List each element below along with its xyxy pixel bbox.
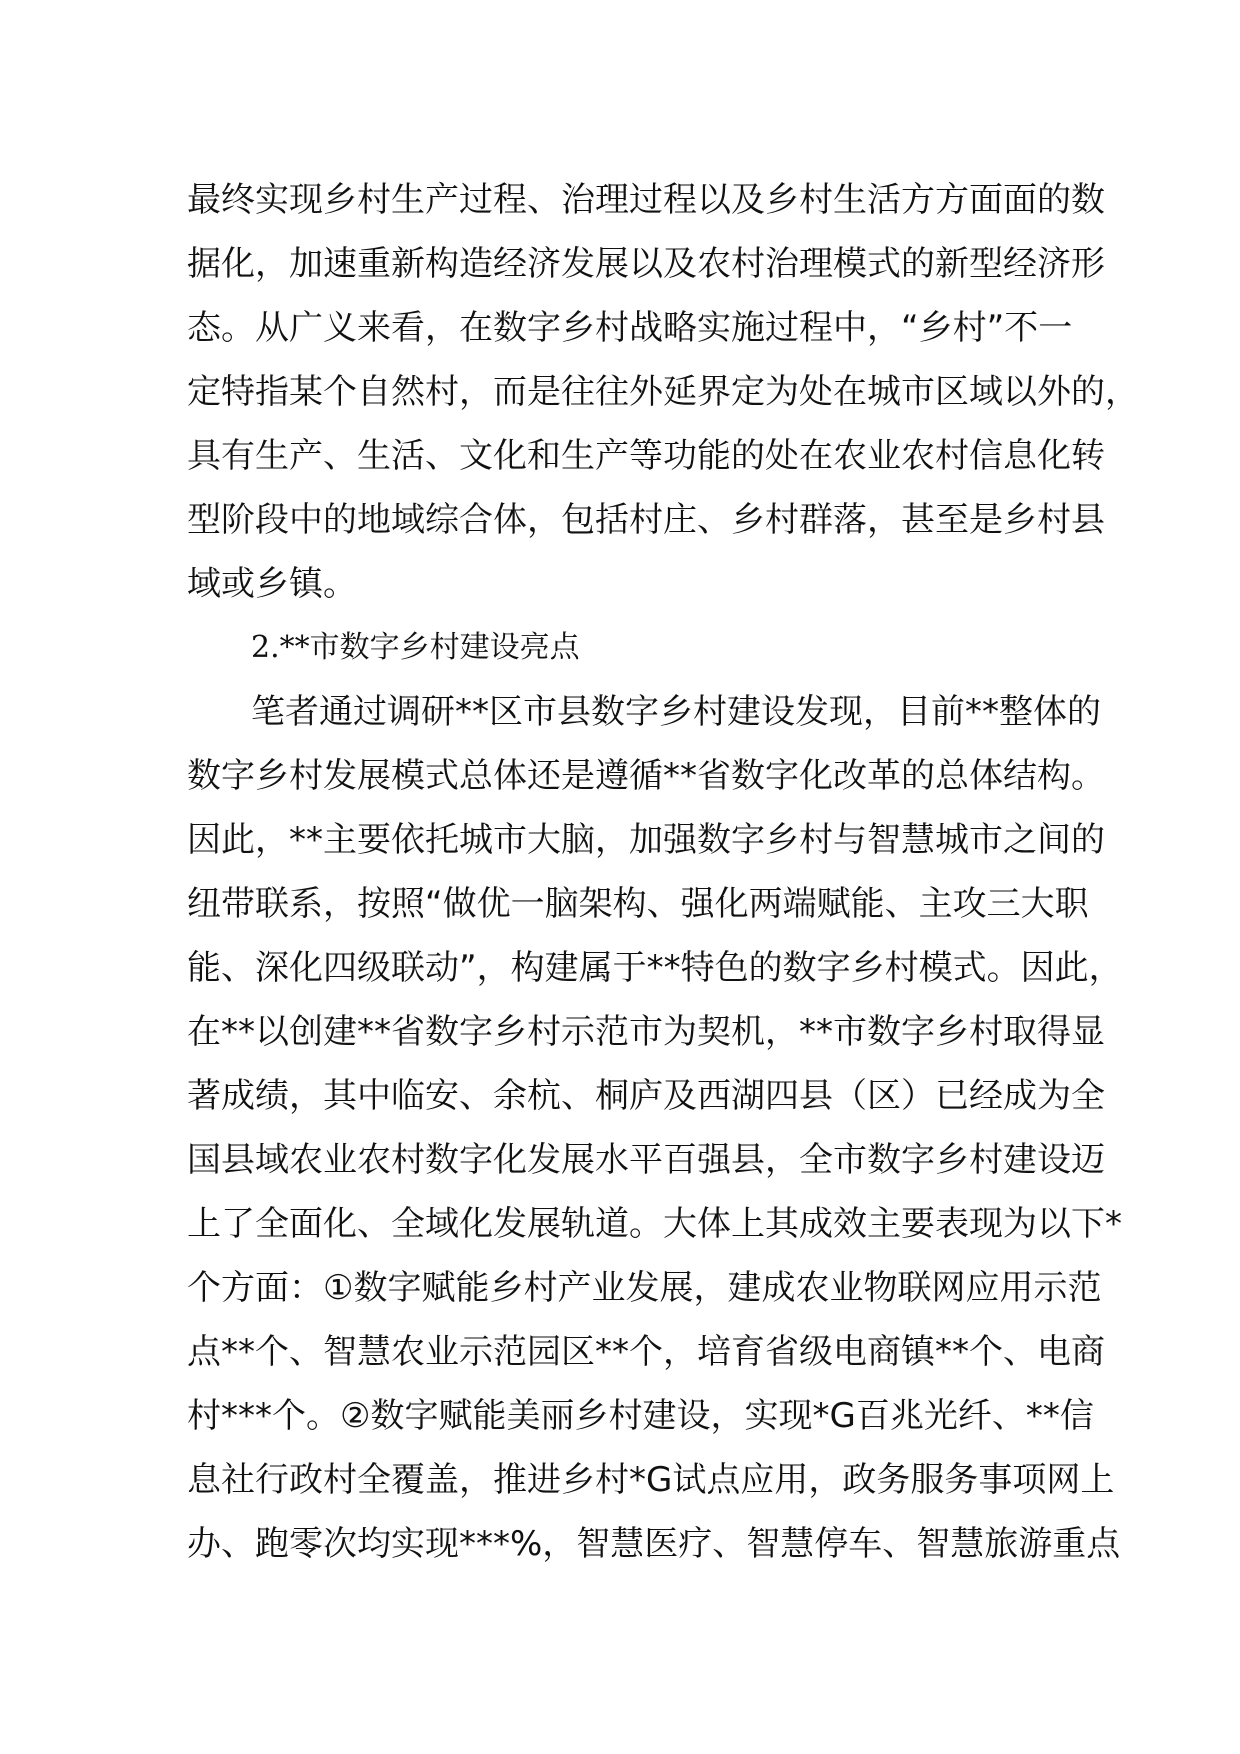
section-heading: 2.**市数字乡村建设亮点 — [251, 630, 580, 665]
text-line: 态。从广义来看，在数字乡村战略实施过程中，“乡村”不一 — [187, 308, 1073, 348]
text-line: 息社行政村全覆盖，推进乡村*G试点应用，政务服务事项网上 — [187, 1460, 1115, 1500]
text-line: 最终实现乡村生产过程、治理过程以及乡村生活方方面面的数 — [187, 180, 1105, 220]
text-line: 定特指某个自然村，而是往往外延界定为处在城市区域以外的， — [187, 372, 1139, 412]
text-line: 具有生产、生活、文化和生产等功能的处在农业农村信息化转 — [187, 436, 1105, 476]
text-line: 点**个、智慧农业示范园区**个，培育省级电商镇**个、电商 — [187, 1332, 1105, 1372]
document-body — [187, 168, 1139, 1576]
text-line: 笔者通过调研**区市县数字乡村建设发现，目前**整体的 — [251, 692, 1101, 732]
text-line: 办、跑零次均实现***%，智慧医疗、智慧停车、智慧旅游重点 — [187, 1524, 1121, 1564]
text-line: 型阶段中的地域综合体，包括村庄、乡村群落，甚至是乡村县 — [187, 500, 1105, 540]
text-line: 能、深化四级联动”，构建属于**特色的数字乡村模式。因此， — [187, 948, 1123, 988]
text-line: 纽带联系，按照“做优一脑架构、强化两端赋能、主攻三大职 — [187, 884, 1089, 924]
text-line: 数字乡村发展模式总体还是遵循**省数字化改革的总体结构。 — [187, 756, 1105, 796]
text-line: 国县域农业农村数字化发展水平百强县，全市数字乡村建设迈 — [187, 1140, 1105, 1180]
text-line: 上了全面化、全域化发展轨道。大体上其成效主要表现为以下* — [187, 1204, 1122, 1244]
text-line: 村***个。②数字赋能美丽乡村建设，实现*G百兆光纤、**信 — [187, 1396, 1094, 1436]
text-line: 个方面：①数字赋能乡村产业发展，建成农业物联网应用示范 — [187, 1268, 1102, 1308]
text-line: 据化，加速重新构造经济发展以及农村治理模式的新型经济形 — [187, 244, 1105, 284]
text-line: 域或乡镇。 — [187, 564, 357, 604]
text-line: 著成绩，其中临安、余杭、桐庐及西湖四县（区）已经成为全 — [187, 1076, 1105, 1116]
text-line: 在**以创建**省数字乡村示范市为契机，**市数字乡村取得显 — [187, 1012, 1105, 1052]
text-line: 因此，**主要依托城市大脑，加强数字乡村与智慧城市之间的 — [187, 820, 1105, 860]
paragraph — [187, 680, 1123, 1576]
paragraph — [187, 168, 1139, 616]
